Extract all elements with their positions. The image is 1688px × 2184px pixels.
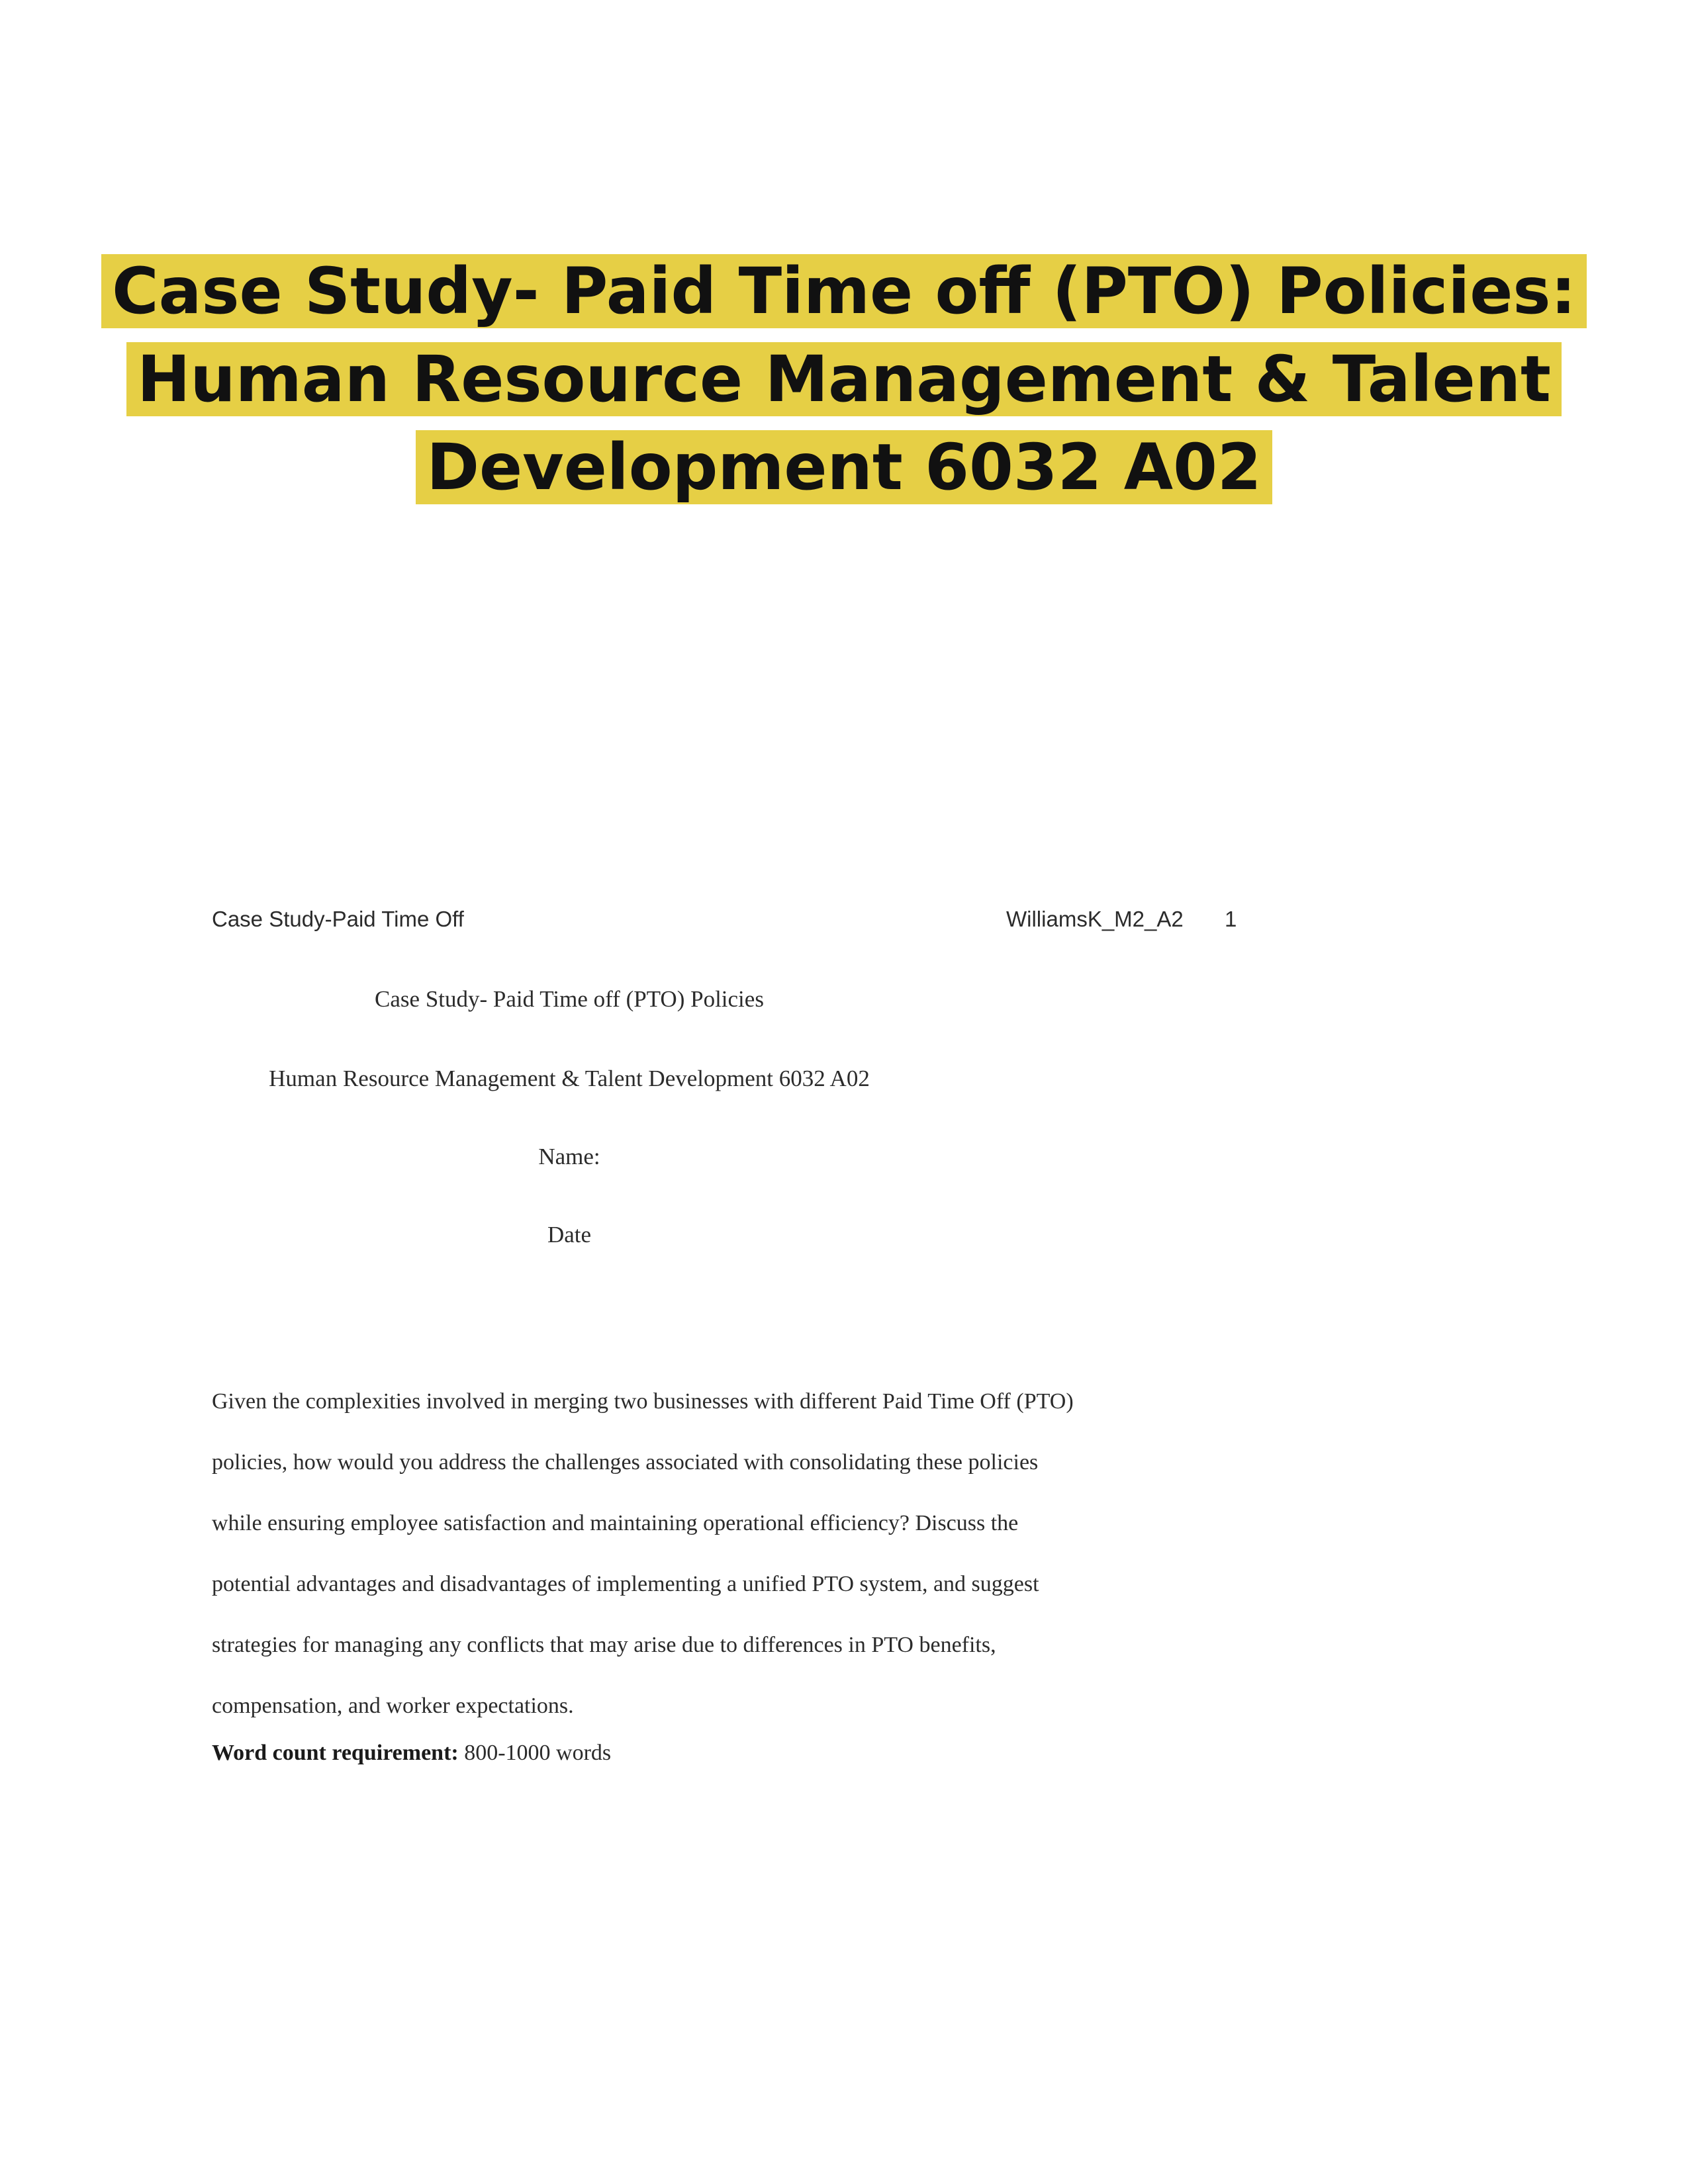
prompt-line: strategies for managing any conflicts that may arise due to differences in PTO benefits, [212,1633,996,1657]
word-count-label: Word count requirement: [212,1741,459,1765]
running-head-title: Case Study-Paid Time Off [212,907,464,931]
title-line-3: Development 6032 A02 [416,430,1272,504]
course-name: Human Resource Management & Talent Development 6032 A02 [269,1066,870,1091]
running-head [212,907,1244,940]
prompt-line: policies, how would you address the challenges associated with consolidating these policies [212,1450,1039,1475]
prompt-line: potential advantages and disadvantages of implementing a unified PTO system, and suggest [212,1572,1039,1596]
date-label: Date [547,1222,592,1248]
prompt-line: Given the complexities involved in merging two businesses with different Paid Time Off (PTO) [212,1389,1074,1414]
assignment-prompt [212,1371,1244,1737]
word-count-requirement [212,1741,611,1766]
running-head-author: WilliamsK_M2_A2 [1006,907,1184,931]
title-line-1: Case Study- Paid Time off (PTO) Policies: [101,254,1587,328]
student-name-label: Name: [538,1144,600,1169]
scanned-title-page [212,880,1244,1820]
title-line-2: Human Resource Management & Talent [126,342,1562,416]
word-count-value: 800-1000 words [464,1741,612,1765]
paper-title: Case Study- Paid Time off (PTO) Policies [375,986,764,1012]
page-number: 1 [1225,907,1237,931]
prompt-line: while ensuring employee satisfaction and maintaining operational efficiency? Discuss the [212,1511,1019,1535]
highlighted-title [0,248,1688,512]
prompt-line: compensation, and worker expectations. [212,1694,574,1718]
